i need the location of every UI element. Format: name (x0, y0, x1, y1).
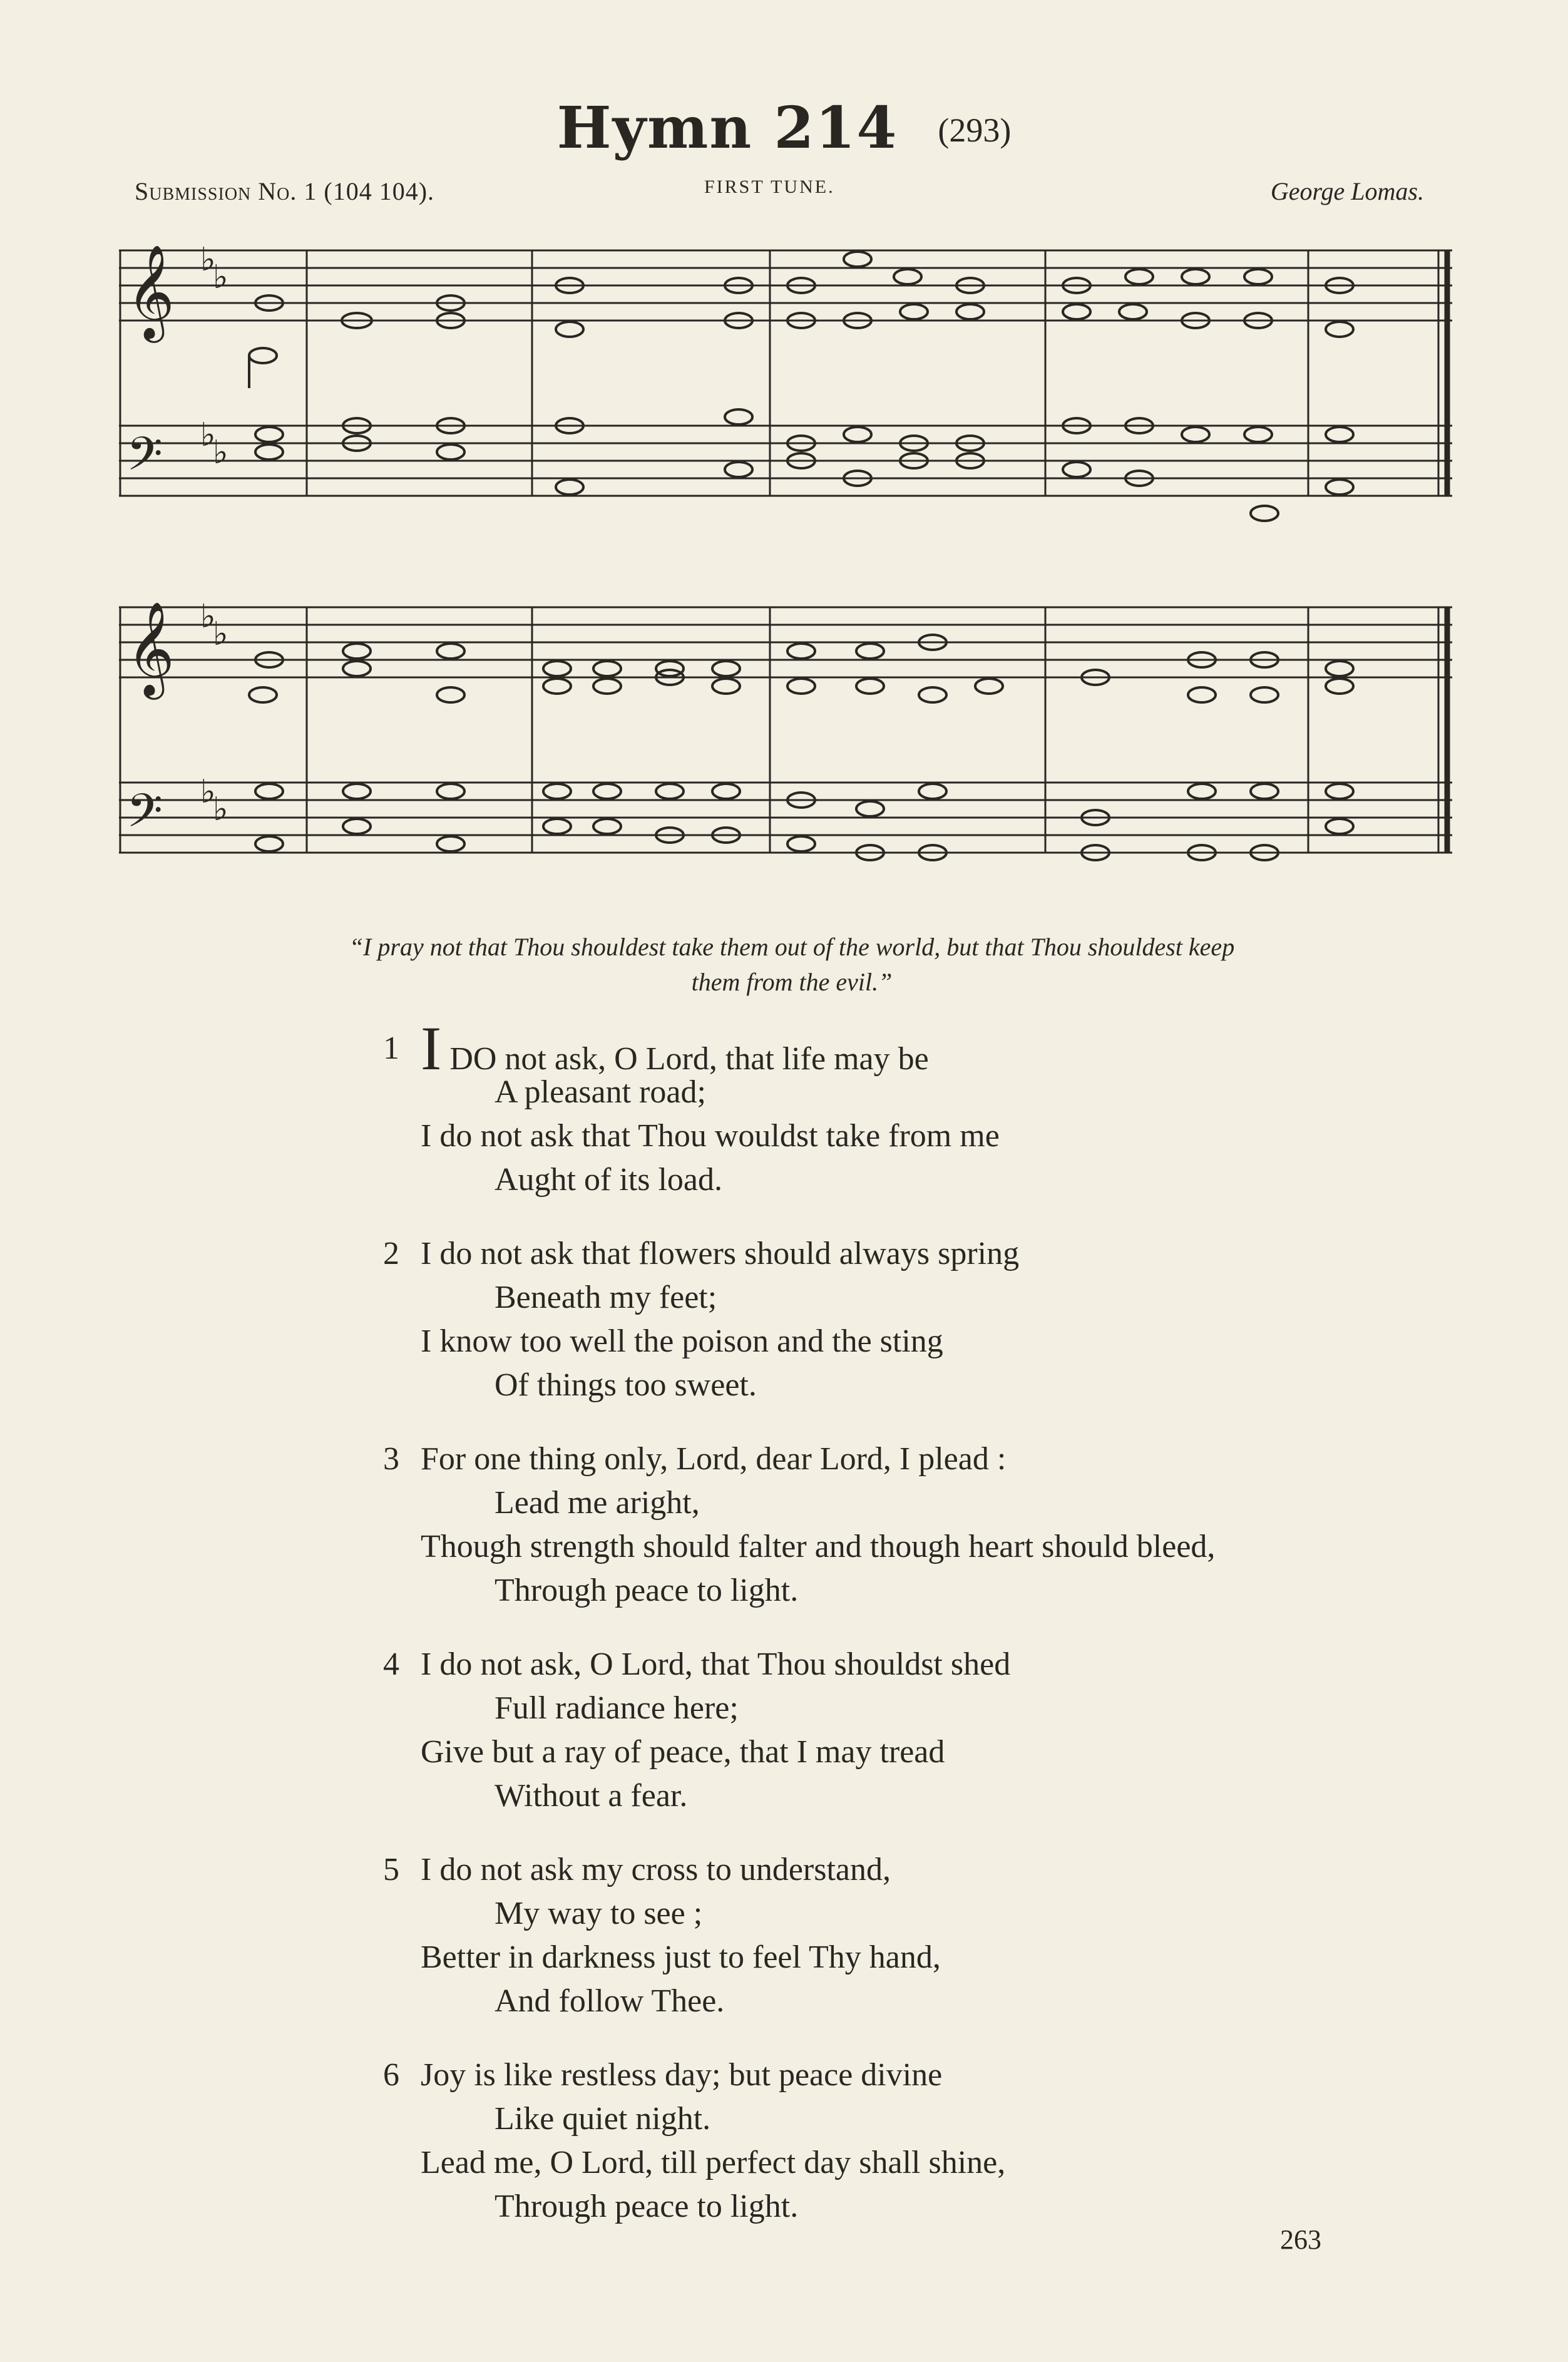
verse-line: Aught of its load. (494, 1162, 722, 1198)
verse-number: 4 (383, 1646, 399, 1682)
hymn-title (0, 94, 1568, 162)
verse-line: A pleasant road; (494, 1074, 706, 1110)
verse-line: Give but a ray of peace, that I may tread (421, 1734, 945, 1770)
svg-text:♭: ♭ (200, 773, 216, 811)
verse-line: Full radiance here; (494, 1690, 739, 1726)
verse-line: Joy is like restless day; but peace divine (421, 2057, 943, 2093)
verse-line: Of things too sweet. (494, 1367, 757, 1403)
barlines (120, 250, 1447, 496)
dropcap: I (421, 1014, 442, 1083)
notes-treble (249, 635, 1353, 702)
bass-clef-icon: 𝄢 (126, 427, 163, 493)
treble-staff (119, 607, 1452, 677)
verse-line: For one thing only, Lord, dear Lord, I plead : (421, 1441, 1007, 1477)
svg-text:♭: ♭ (213, 259, 228, 296)
tune-label: FIRST TUNE. (704, 177, 835, 197)
key-signature-flats (200, 241, 228, 471)
verse-number: 2 (383, 1236, 399, 1271)
verse-line: Through peace to light. (494, 1573, 799, 1608)
notes-bass (255, 784, 1353, 860)
verse-line: Lead me, O Lord, till perfect day shall shine, (421, 2145, 1006, 2180)
verse-line: I do not ask my cross to understand, (421, 1852, 891, 1887)
epigraph-line-2: them from the evil.” (691, 968, 893, 996)
svg-text:♭: ♭ (200, 416, 216, 454)
verse-line: Better in darkness just to feel Thy hand, (421, 1939, 941, 1975)
epigraph (207, 930, 1377, 1000)
verse-line: I do not ask that Thou wouldst take from me (421, 1118, 1000, 1154)
svg-text:♭: ♭ (213, 791, 228, 828)
verse-line: Though strength should falter and though heart should bleed, (421, 1529, 1216, 1564)
page-number: 263 (1280, 2224, 1321, 2255)
svg-text:♭: ♭ (213, 615, 228, 653)
epigraph-line-1: “I pray not that Thou shouldest take them out of the world, but that Thou shouldest keep (349, 933, 1235, 961)
verse-number: 3 (383, 1441, 399, 1477)
treble-clef-icon: 𝄞 (126, 244, 175, 339)
verse-number: 6 (383, 2057, 399, 2093)
svg-text:♭: ♭ (200, 241, 216, 279)
barlines (120, 607, 1447, 853)
music-notation-2 (119, 588, 1452, 901)
hymn-title-main: Hymn 214 (556, 94, 898, 162)
verse-line: And follow Thee. (494, 1983, 725, 2019)
music-system-2 (119, 588, 1452, 901)
verse-line: I do not ask that flowers should always spring (421, 1236, 1020, 1271)
svg-text:♭: ♭ (200, 598, 216, 635)
verse-line: Like quiet night. (494, 2101, 711, 2137)
bass-clef-icon: 𝄢 (126, 784, 163, 850)
verse-line: I do not ask, O Lord, that Thou shouldst shed (421, 1646, 1011, 1682)
verse-line: Lead me aright, (494, 1485, 700, 1521)
music-system-1 (119, 232, 1452, 545)
svg-text:♭: ♭ (213, 434, 228, 471)
verse-line: Beneath my feet; (494, 1280, 717, 1315)
music-notation-1 (119, 232, 1452, 545)
treble-clef-icon: 𝄞 (126, 600, 175, 696)
verse-number: 5 (383, 1852, 399, 1887)
treble-staff (119, 250, 1452, 321)
hymn-alt-number: (293) (938, 111, 1012, 149)
bass-staff (119, 426, 1452, 496)
verse-number: 1 (383, 1030, 399, 1066)
key-signature-flats (200, 598, 228, 828)
verse-line: Without a fear. (494, 1778, 688, 1814)
tune-name: Submission No. 1 (104 104). (135, 177, 435, 205)
composer: George Lomas. (1270, 177, 1424, 205)
verse-line: I know too well the poison and the sting (421, 1323, 943, 1359)
verse-line: My way to see ; (494, 1896, 703, 1931)
verse-line: Through peace to light. (494, 2189, 799, 2224)
verse-line-text: DO not ask, O Lord, that life may be (441, 1041, 929, 1077)
